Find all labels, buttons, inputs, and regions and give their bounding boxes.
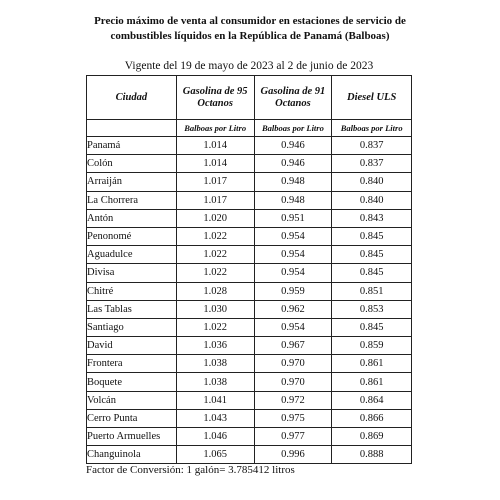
diesel-price: 0.837 [332,137,412,155]
diesel-price: 0.859 [332,337,412,355]
city-cell: Aguadulce [87,246,177,264]
gasolina-95-price: 1.065 [176,446,254,464]
diesel-price: 0.866 [332,409,412,427]
gasolina-91-price: 0.954 [254,227,332,245]
table-row [87,446,412,464]
document-title [0,14,500,44]
table-row [87,391,412,409]
gasolina-91-price: 0.948 [254,191,332,209]
gasolina-95-price: 1.038 [176,373,254,391]
gasolina-91-price: 0.946 [254,155,332,173]
diesel-price: 0.845 [332,264,412,282]
diesel-price: 0.843 [332,209,412,227]
diesel-price: 0.845 [332,246,412,264]
gasolina-95-price: 1.036 [176,337,254,355]
unit-row [87,120,412,137]
table-row [87,227,412,245]
gasolina-91-price: 0.946 [254,137,332,155]
city-cell: Chitré [87,282,177,300]
header-row [87,76,412,120]
header-diesel-label: Diesel ULS [347,91,397,103]
title-line-1: Precio máximo de venta al consumidor en estaciones de servicio de [94,15,406,27]
diesel-price: 0.840 [332,191,412,209]
table-row [87,209,412,227]
gasolina-91-price: 0.970 [254,373,332,391]
city-cell: Divisa [87,264,177,282]
table-row [87,173,412,191]
conversion-factor-note: Factor de Conversión: 1 galón= 3.785412 litros [86,464,295,476]
diesel-price: 0.851 [332,282,412,300]
table-row [87,155,412,173]
gasolina-91-price: 0.970 [254,355,332,373]
diesel-price: 0.869 [332,428,412,446]
header-g95-line-1: Gasolina de 95 [182,85,248,97]
table-row [87,373,412,391]
header-city [87,76,177,120]
gasolina-95-price: 1.017 [176,191,254,209]
price-rows [87,137,412,464]
gasolina-91-price: 0.975 [254,409,332,427]
gasolina-91-price: 0.962 [254,300,332,318]
header-gasolina-91 [254,76,332,120]
city-cell: Frontera [87,355,177,373]
header-g91-line-2: Octanos [275,97,311,109]
gasolina-95-price: 1.043 [176,409,254,427]
table-row [87,318,412,336]
city-cell: Arraiján [87,173,177,191]
gasolina-95-price: 1.046 [176,428,254,446]
city-cell: Santiago [87,318,177,336]
table-row [87,337,412,355]
gasolina-95-price: 1.030 [176,300,254,318]
diesel-price: 0.853 [332,300,412,318]
header-gasolina-95 [176,76,254,120]
unit-g95: Balboas por Litro [176,120,254,137]
diesel-price: 0.845 [332,318,412,336]
city-cell: Antón [87,209,177,227]
validity-period: Vigente del 19 de mayo de 2023 al 2 de junio de 2023 [124,60,374,72]
title-line-2: combustibles líquidos en la República de Panamá (Balboas) [110,30,390,42]
city-cell: Boquete [87,373,177,391]
diesel-price: 0.864 [332,391,412,409]
unit-diesel: Balboas por Litro [332,120,412,137]
header-g91-line-1: Gasolina de 91 [260,85,326,97]
table-row [87,428,412,446]
diesel-price: 0.888 [332,446,412,464]
header-g95-line-2: Octanos [197,97,233,109]
fuel-price-table [86,75,412,464]
gasolina-91-price: 0.948 [254,173,332,191]
gasolina-95-price: 1.022 [176,318,254,336]
gasolina-91-price: 0.954 [254,246,332,264]
table-row [87,409,412,427]
diesel-price: 0.861 [332,355,412,373]
header-diesel [332,76,412,120]
city-cell: Penonomé [87,227,177,245]
diesel-price: 0.837 [332,155,412,173]
gasolina-91-price: 0.959 [254,282,332,300]
gasolina-95-price: 1.017 [176,173,254,191]
city-cell: Changuinola [87,446,177,464]
gasolina-91-price: 0.954 [254,264,332,282]
gasolina-95-price: 1.022 [176,264,254,282]
table-row [87,264,412,282]
header-city-label: Ciudad [115,91,148,103]
gasolina-91-price: 0.951 [254,209,332,227]
gasolina-95-price: 1.041 [176,391,254,409]
gasolina-95-price: 1.014 [176,155,254,173]
unit-blank-cell [87,120,177,137]
gasolina-95-price: 1.014 [176,137,254,155]
city-cell: Las Tablas [87,300,177,318]
gasolina-91-price: 0.954 [254,318,332,336]
city-cell: Colón [87,155,177,173]
gasolina-95-price: 1.038 [176,355,254,373]
city-cell: La Chorrera [87,191,177,209]
table-row [87,300,412,318]
gasolina-91-price: 0.967 [254,337,332,355]
table-row [87,191,412,209]
table-row [87,355,412,373]
diesel-price: 0.861 [332,373,412,391]
city-cell: Cerro Punta [87,409,177,427]
diesel-price: 0.845 [332,227,412,245]
table-row [87,246,412,264]
city-cell: David [87,337,177,355]
gasolina-95-price: 1.028 [176,282,254,300]
gasolina-95-price: 1.022 [176,246,254,264]
gasolina-91-price: 0.972 [254,391,332,409]
gasolina-95-price: 1.022 [176,227,254,245]
city-cell: Volcán [87,391,177,409]
city-cell: Panamá [87,137,177,155]
gasolina-95-price: 1.020 [176,209,254,227]
gasolina-91-price: 0.996 [254,446,332,464]
unit-g91: Balboas por Litro [254,120,332,137]
table-row [87,282,412,300]
gasolina-91-price: 0.977 [254,428,332,446]
diesel-price: 0.840 [332,173,412,191]
city-cell: Puerto Armuelles [87,428,177,446]
table-row [87,137,412,155]
